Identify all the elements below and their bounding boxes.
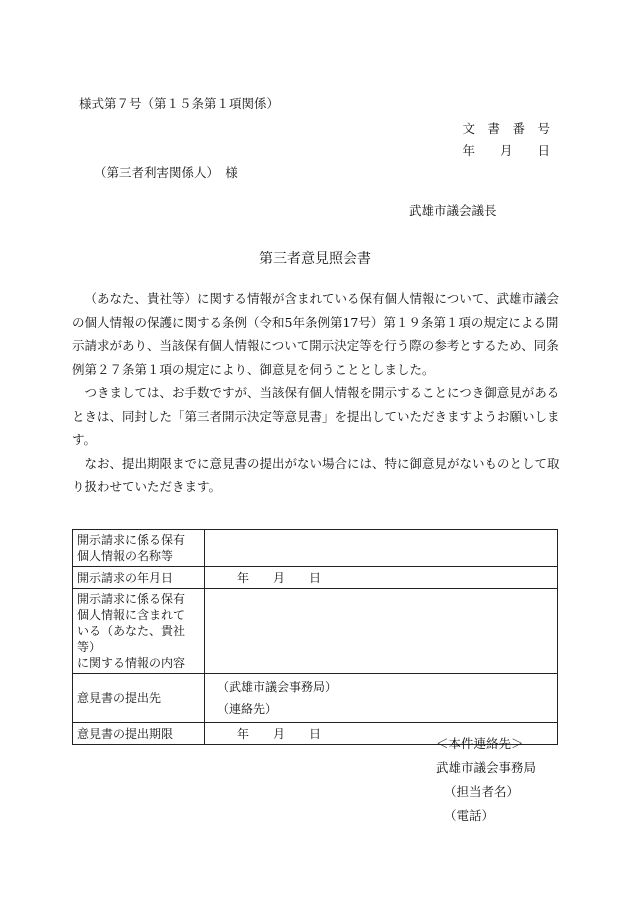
table-label: 意見書の提出期限: [77, 726, 174, 741]
table-row: [73, 567, 558, 589]
contact-office: 武雄市議会事務局: [436, 760, 537, 775]
table-label: に関する情報の内容: [77, 656, 186, 670]
contact-block: [436, 732, 536, 828]
sender: 武雄市議会議長: [409, 203, 497, 218]
table-label: いる（あなた、貴社等）: [77, 624, 186, 654]
table-label-cell: [73, 674, 205, 723]
contact-person: （担当者名）: [444, 784, 520, 799]
table-label: 開示請求に係る保有: [77, 533, 186, 547]
body-text: [72, 287, 562, 499]
table-row: [73, 530, 558, 567]
paragraph-3: なお、提出期限までに意見書の提出がない場合には、特に御意見がないものとして取り扱わせていただきます。: [72, 455, 560, 494]
table-label: 開示請求に係る保有: [77, 592, 186, 606]
table-label-cell: [73, 567, 205, 589]
table-label-cell: [73, 723, 205, 745]
date-line: 年 月 日: [462, 143, 550, 158]
table-value-cell: [205, 530, 558, 567]
table-label-cell: [73, 589, 205, 674]
addressee: （第三者利害関係人） 様: [94, 165, 238, 180]
table-value: （武雄市議会事務局）: [217, 680, 338, 694]
table-label: 個人情報に含まれて: [77, 608, 186, 622]
table-value-cell: [205, 589, 558, 674]
table-label: 個人情報の名称等: [77, 549, 174, 563]
table-value: 年 月 日: [237, 726, 322, 741]
table-value-cell: [205, 674, 558, 723]
document-number: 文 書 番 号: [462, 121, 550, 136]
paragraph-1: （あなた、貴社等）に関する情報が含まれている保有個人情報について、武雄市議会の個人情報の保護に関する条例（令和5年条例第17号）第１９条第１項の規定による開示請求があり、当該保有個人情報について開示決定等を行う際の参考とするため、同条例第２７条第１項の規定により、御意見を伺うこととしました。: [72, 291, 560, 377]
table-label-cell: [73, 530, 205, 567]
table-value: （連絡先）: [217, 702, 278, 716]
contact-phone: （電話）: [444, 808, 495, 823]
info-table: [72, 529, 558, 745]
form-number: 様式第７号（第１５条第１項関係）: [79, 96, 280, 111]
paragraph-2: つきましては、お手数ですが、当該保有個人情報を開示することにつき御意見があるときは、同封した「第三者開示決定等意見書」を提出していただきますようお願いします。: [72, 385, 560, 447]
table-value-cell: [205, 567, 558, 589]
document-title: 第三者意見照会書: [259, 251, 371, 267]
contact-heading: ＜本件連絡先＞: [436, 736, 524, 751]
table-label: 開示請求の年月日: [77, 570, 174, 585]
table-row: [73, 589, 558, 674]
table-value: 年 月 日: [237, 570, 322, 585]
table-row: [73, 674, 558, 723]
table-label: 意見書の提出先: [77, 691, 162, 705]
